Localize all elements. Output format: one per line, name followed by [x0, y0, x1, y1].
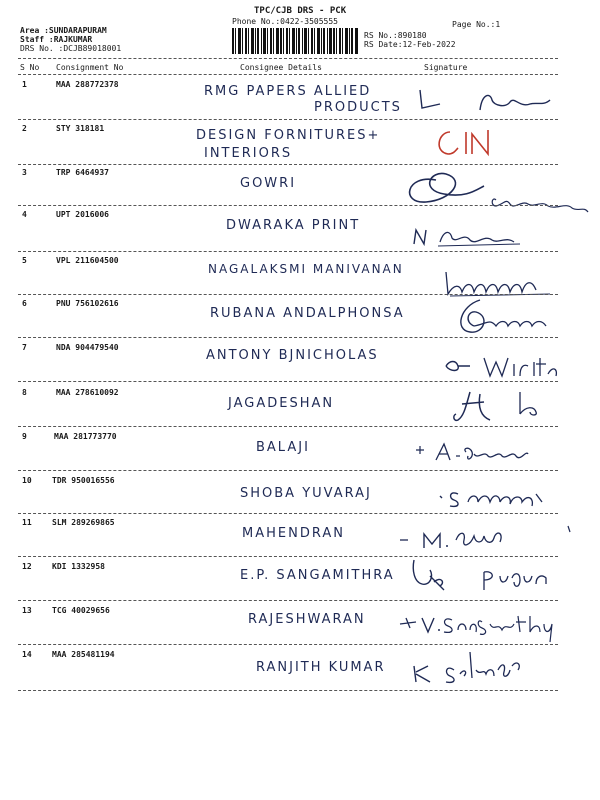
row-divider: [18, 470, 558, 471]
signature-image: [408, 646, 528, 690]
row-consignment: MAA 281773770: [54, 432, 117, 441]
row-consignment: MAA 288772378: [56, 80, 119, 89]
row-consignee: E.P. SANGAMITHRA: [240, 568, 395, 583]
page-number: Page No.:1: [452, 20, 501, 29]
row-consignee-line2: PRODUCTS: [314, 100, 402, 115]
row-divider: [18, 119, 558, 120]
row-sno: 8: [22, 388, 27, 397]
row-consignment: MAA 285481194: [52, 650, 115, 659]
col-signature: Signature: [424, 63, 468, 72]
row-sno: 10: [22, 476, 32, 485]
row-consignment: SLM 289269865: [52, 518, 115, 527]
row-divider: [18, 690, 558, 691]
row-consignment: TDR 950016556: [52, 476, 115, 485]
barcode-image: [232, 28, 358, 54]
staff-label: Staff :RAJKUMAR: [20, 35, 93, 44]
row-sno: 5: [22, 256, 27, 265]
row-divider: [18, 337, 558, 338]
row-sno: 7: [22, 343, 27, 352]
row-divider: [18, 644, 558, 645]
col-consignment: Consignment No: [56, 63, 124, 72]
row-divider: [18, 205, 558, 206]
row-divider: [18, 513, 558, 514]
row-sno: 6: [22, 299, 27, 308]
row-sno: 12: [22, 562, 32, 571]
signature-image: [436, 484, 556, 514]
row-consignee: RANJITH KUMAR: [256, 660, 386, 675]
area-label: Area :SUNDARAPURAM: [20, 26, 107, 35]
header-bottom-divider: [18, 74, 558, 75]
phone-number: Phone No.:0422-3505555: [232, 17, 338, 26]
row-divider: [18, 294, 558, 295]
signature-image: [396, 160, 592, 220]
row-consignment: KDI 1332958: [52, 562, 105, 571]
row-consignee: SHOBA YUVARAJ: [240, 486, 372, 501]
header-top-divider: [18, 58, 558, 59]
row-sno: 1: [22, 80, 27, 89]
row-consignment: TCG 40029656: [52, 606, 110, 615]
row-consignee: ANTONY BJNICHOLAS: [206, 348, 379, 363]
signature-image: [410, 84, 560, 118]
row-sno: 9: [22, 432, 27, 441]
row-sno: 3: [22, 168, 27, 177]
rs-date: RS Date:12-Feb-2022: [364, 40, 456, 49]
row-consignment: PNU 756102616: [56, 299, 119, 308]
row-sno: 14: [22, 650, 32, 659]
row-consignee-line2: INTERIORS: [204, 146, 293, 161]
row-sno: 13: [22, 606, 32, 615]
row-divider: [18, 381, 558, 382]
row-divider: [18, 426, 558, 427]
company-header: TPC/CJB DRS - PCK: [254, 6, 347, 16]
row-consignee: RAJESHWARAN: [248, 612, 366, 627]
col-sno: S No: [20, 63, 40, 72]
signature-image: [396, 522, 576, 558]
col-consignee: Consignee Details: [240, 63, 322, 72]
row-sno: 11: [22, 518, 32, 527]
row-consignment: TRP 6464937: [56, 168, 109, 177]
row-consignee: GOWRI: [240, 176, 297, 191]
row-divider: [18, 251, 558, 252]
row-sno: 2: [22, 124, 27, 133]
row-divider: [18, 600, 558, 601]
rs-number: RS No.:890180: [364, 31, 427, 40]
signature-image: [450, 296, 560, 340]
row-consignee: RUBANA ANDALPHONSA: [210, 306, 405, 321]
signature-image: [410, 222, 530, 252]
row-consignee: DESIGN FORNITURES+: [196, 128, 381, 143]
signature-image: [430, 124, 510, 160]
row-consignee: MAHENDRAN: [242, 526, 345, 541]
drs-number: DRS No. :DCJB89018001: [20, 44, 122, 53]
row-consignee: NAGALAKSMI MANIVANAN: [208, 262, 404, 276]
row-consignment: NDA 904479540: [56, 343, 119, 352]
signature-image: [396, 608, 556, 644]
signature-image: [450, 386, 560, 426]
signature-image: [410, 556, 570, 600]
row-consignment: VPL 211604500: [56, 256, 119, 265]
row-consignment: STY 318181: [56, 124, 105, 133]
signature-image: [440, 352, 560, 382]
row-consignment: UPT 2016006: [56, 210, 109, 219]
row-consignment: MAA 278610092: [56, 388, 119, 397]
row-consignee: DWARAKA PRINT: [226, 218, 361, 233]
signature-image: [412, 438, 532, 468]
row-consignee: BALAJI: [256, 440, 310, 455]
row-consignee: RMG PAPERS ALLIED: [204, 84, 372, 99]
row-sno: 4: [22, 210, 27, 219]
row-consignee: JAGADESHAN: [228, 396, 335, 411]
